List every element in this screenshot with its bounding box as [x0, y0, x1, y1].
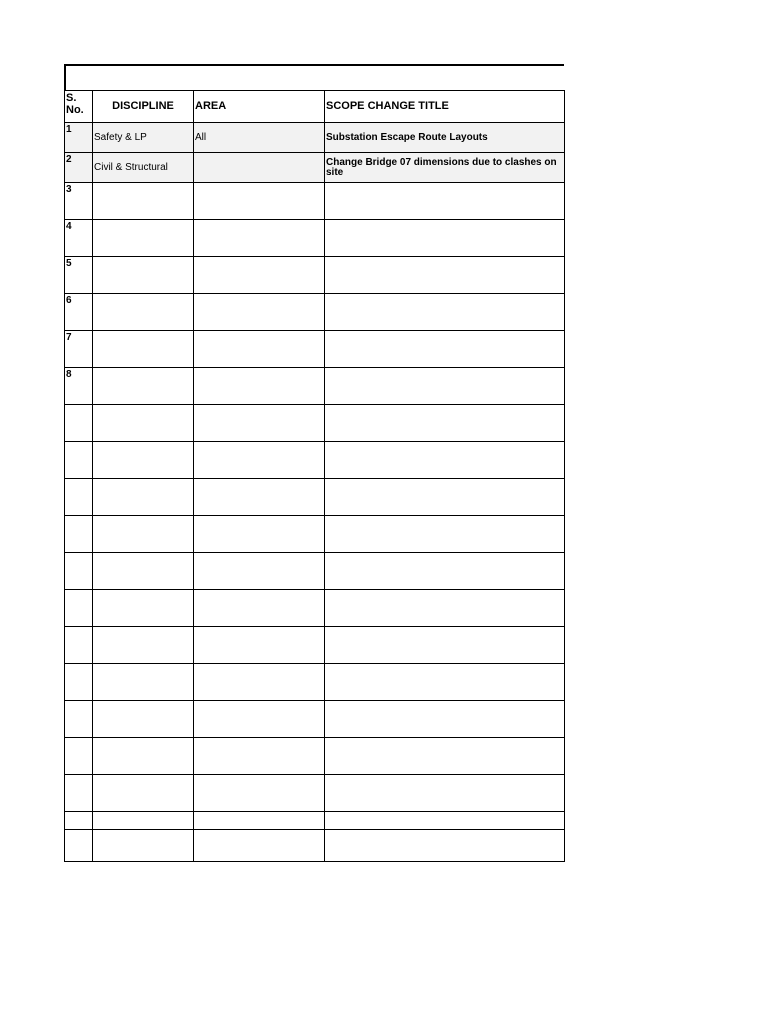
cell-discipline[interactable]	[93, 812, 194, 830]
cell-area[interactable]	[194, 830, 325, 862]
cell-area[interactable]	[194, 738, 325, 775]
cell-sno[interactable]	[65, 590, 93, 627]
table-row	[65, 331, 565, 368]
cell-area[interactable]	[194, 516, 325, 553]
cell-sno[interactable]	[65, 664, 93, 701]
cell-sno[interactable]	[65, 553, 93, 590]
cell-sno[interactable]	[65, 775, 93, 812]
cell-discipline[interactable]	[93, 405, 194, 442]
cell-discipline[interactable]	[93, 257, 194, 294]
cell-title[interactable]	[325, 183, 565, 220]
cell-discipline[interactable]	[93, 738, 194, 775]
cell-discipline[interactable]	[93, 701, 194, 738]
cell-sno[interactable]: 2	[65, 153, 93, 183]
table-row	[65, 664, 565, 701]
cell-discipline[interactable]	[93, 294, 194, 331]
cell-sno[interactable]: 6	[65, 294, 93, 331]
cell-area[interactable]	[194, 405, 325, 442]
header-discipline[interactable]: DISCIPLINE	[93, 91, 194, 123]
cell-discipline[interactable]	[93, 590, 194, 627]
cell-title[interactable]	[325, 368, 565, 405]
header-sno[interactable]: S. No.	[65, 91, 93, 123]
table-row	[65, 812, 565, 830]
cell-discipline[interactable]: Safety & LP	[93, 123, 194, 153]
cell-discipline[interactable]	[93, 627, 194, 664]
cell-title[interactable]	[325, 331, 565, 368]
cell-discipline[interactable]	[93, 775, 194, 812]
table-row	[65, 123, 565, 153]
cell-area[interactable]	[194, 812, 325, 830]
cell-sno[interactable]	[65, 479, 93, 516]
cell-discipline[interactable]	[93, 220, 194, 257]
cell-sno[interactable]	[65, 738, 93, 775]
cell-title[interactable]: Substation Escape Route Layouts	[325, 123, 565, 153]
cell-discipline[interactable]	[93, 553, 194, 590]
cell-area[interactable]	[194, 775, 325, 812]
cell-title[interactable]	[325, 405, 565, 442]
cell-sno[interactable]	[65, 830, 93, 862]
cell-title[interactable]	[325, 738, 565, 775]
cell-discipline[interactable]	[93, 664, 194, 701]
table-row	[65, 294, 565, 331]
table-row	[65, 701, 565, 738]
cell-area[interactable]	[194, 257, 325, 294]
cell-discipline[interactable]	[93, 368, 194, 405]
cell-area[interactable]	[194, 183, 325, 220]
table-row	[65, 590, 565, 627]
table-row	[65, 738, 565, 775]
table-row	[65, 516, 565, 553]
cell-title[interactable]	[325, 701, 565, 738]
cell-discipline[interactable]	[93, 183, 194, 220]
cell-sno[interactable]: 7	[65, 331, 93, 368]
cell-area[interactable]	[194, 153, 325, 183]
cell-area[interactable]	[194, 590, 325, 627]
cell-area[interactable]	[194, 479, 325, 516]
cell-title[interactable]	[325, 664, 565, 701]
cell-sno[interactable]: 4	[65, 220, 93, 257]
cell-sno[interactable]	[65, 701, 93, 738]
cell-sno[interactable]: 8	[65, 368, 93, 405]
cell-discipline[interactable]	[93, 331, 194, 368]
cell-discipline[interactable]: Civil & Structural	[93, 153, 194, 183]
cell-sno[interactable]	[65, 405, 93, 442]
cell-title[interactable]	[325, 627, 565, 664]
cell-area[interactable]	[194, 331, 325, 368]
cell-title[interactable]	[325, 442, 565, 479]
header-area[interactable]: AREA	[194, 91, 325, 123]
spreadsheet	[64, 64, 564, 862]
cell-title[interactable]	[325, 590, 565, 627]
cell-area[interactable]: All	[194, 123, 325, 153]
cell-sno[interactable]: 1	[65, 123, 93, 153]
cell-title[interactable]	[325, 257, 565, 294]
scope-change-table	[64, 90, 565, 862]
cell-area[interactable]	[194, 664, 325, 701]
cell-area[interactable]	[194, 368, 325, 405]
table-row	[65, 405, 565, 442]
cell-title[interactable]: Change Bridge 07 dimensions due to clashes on site	[325, 153, 565, 183]
table-row	[65, 479, 565, 516]
cell-sno[interactable]	[65, 812, 93, 830]
table-row	[65, 775, 565, 812]
table-row	[65, 183, 565, 220]
cell-title[interactable]	[325, 479, 565, 516]
table-row	[65, 830, 565, 862]
table-row	[65, 257, 565, 294]
table-row	[65, 442, 565, 479]
cell-discipline[interactable]	[93, 830, 194, 862]
cell-title[interactable]	[325, 812, 565, 830]
cell-sno[interactable]: 3	[65, 183, 93, 220]
header-scope-change-title[interactable]: SCOPE CHANGE TITLE	[325, 91, 565, 123]
cell-title[interactable]	[325, 294, 565, 331]
sheet-title-bar	[64, 64, 564, 90]
cell-discipline[interactable]	[93, 442, 194, 479]
cell-sno[interactable]: 5	[65, 257, 93, 294]
table-row	[65, 627, 565, 664]
cell-area[interactable]	[194, 220, 325, 257]
cell-area[interactable]	[194, 294, 325, 331]
cell-area[interactable]	[194, 553, 325, 590]
cell-sno[interactable]	[65, 442, 93, 479]
cell-title[interactable]	[325, 516, 565, 553]
cell-area[interactable]	[194, 627, 325, 664]
cell-title[interactable]	[325, 775, 565, 812]
table-row	[65, 368, 565, 405]
header-row	[65, 91, 565, 123]
table-row	[65, 153, 565, 183]
cell-area[interactable]	[194, 701, 325, 738]
cell-title[interactable]	[325, 553, 565, 590]
cell-sno[interactable]	[65, 516, 93, 553]
table-row	[65, 220, 565, 257]
cell-area[interactable]	[194, 442, 325, 479]
cell-title[interactable]	[325, 830, 565, 862]
cell-sno[interactable]	[65, 627, 93, 664]
cell-discipline[interactable]	[93, 516, 194, 553]
cell-discipline[interactable]	[93, 479, 194, 516]
cell-title[interactable]	[325, 220, 565, 257]
table-row	[65, 553, 565, 590]
